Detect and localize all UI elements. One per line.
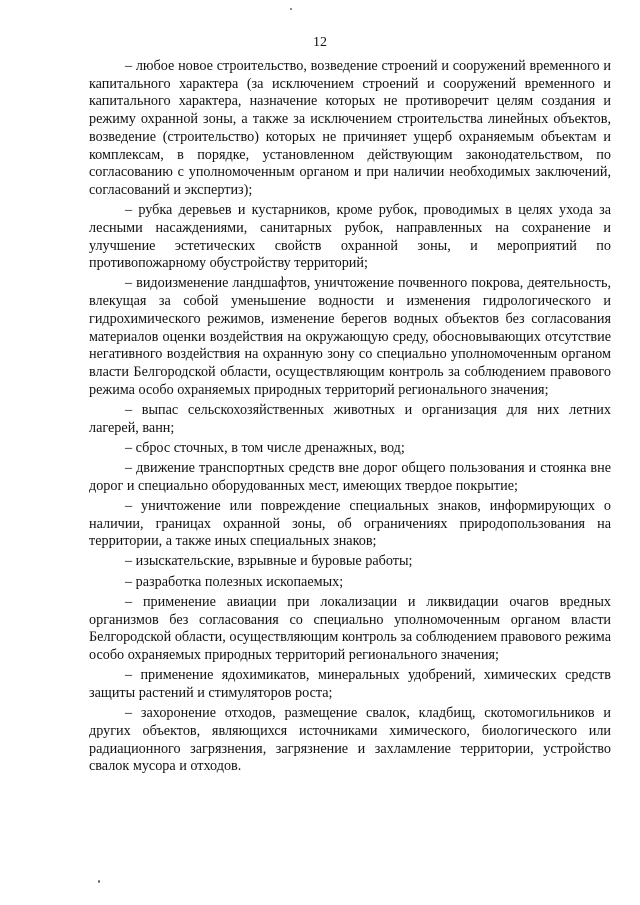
- page-number: 12: [313, 35, 327, 50]
- paragraph-mining-ban: – разработка полезных ископаемых;: [125, 573, 344, 590]
- paragraph-vehicle-ban: – движение транспортных средств вне дорог общего пользования и стоянка вне дорог и специально оборудованных мест, имеющих твердое покрытие;: [89, 459, 611, 494]
- paragraph-grazing-ban: – выпас сельскохозяйственных животных и организация для них летних лагерей, ванн;: [89, 401, 611, 436]
- scan-speck: [290, 8, 292, 10]
- paragraph-chemicals-ban: – применение ядохимикатов, минеральных удобрений, химических средств защиты растений и стимуляторов роста;: [89, 667, 611, 701]
- paragraph-tree-cutting-ban: – рубка деревьев и кустарников, кроме рубок, проводимых в целях ухода за лесными насаждениями, санитарных рубок, направленных на сохранение и улучшение эстетических свойств охранной зоны, и мероприятий по противопожарному обустройству территорий;: [89, 202, 611, 272]
- document-body: [89, 58, 611, 778]
- scan-speck: [98, 880, 100, 883]
- paragraph-waste-burial-ban: – захоронение отходов, размещение свалок, кладбищ, скотомогильников и других объектов, являющихся источниками химического, биологического или радиационного загрязнения, загрязнение и захламление территории, устройство свалок мусора и отходов.: [89, 705, 611, 775]
- paragraph-aviation-ban: – применение авиации при локализации и ликвидации очагов вредных организмов без согласования со специально уполномоченным органом власти Белгородской области, осуществляющим контроль за соблюдением правового режима особо охраняемых природных территорий регионального значения;: [89, 593, 611, 663]
- paragraph-blasting-ban: – изыскательские, взрывные и буровые работы;: [125, 553, 413, 570]
- paragraph-construction-ban: – любое новое строительство, возведение строений и сооружений временного и капитального характера (за исключением строений и сооружений временного и капитального характера, назначение которых не противоречит целям создания и режиму охранной зоны, а также за исключением строительства линейных объектов, возведение (строительство) которых не причиняет ущерб охраняемым объектам и комплексам, в порядке, установленном действующим законодательством, по согласованию с уполномоченным органом и при наличии необходимых заключений, согласований и экспертиз);: [89, 58, 611, 198]
- paragraph-signs-damage-ban: – уничтожение или повреждение специальных знаков, информирующих о наличии, границах охранной зоны, об ограничениях природопользования на территории, а также иных специальных знаков;: [89, 497, 611, 550]
- paragraph-wastewater-ban: – сброс сточных, в том числе дренажных, вод;: [125, 439, 405, 456]
- paragraph-landscape-change-ban: – видоизменение ландшафтов, уничтожение почвенного покрова, деятельность, влекущая за собой уменьшение водности и изменения гидрологического и гидрохимического режимов, изменение берегов водных объектов без согласования материалов оценки воздействия на окружающую среду, обосновывающих отсутствие негативного воздействия на охранную зону со специально уполномоченным органом власти Белгородской области, осуществляющим контроль за соблюдением правового режима особо охраняемых природных территорий регионального значения;: [89, 275, 611, 398]
